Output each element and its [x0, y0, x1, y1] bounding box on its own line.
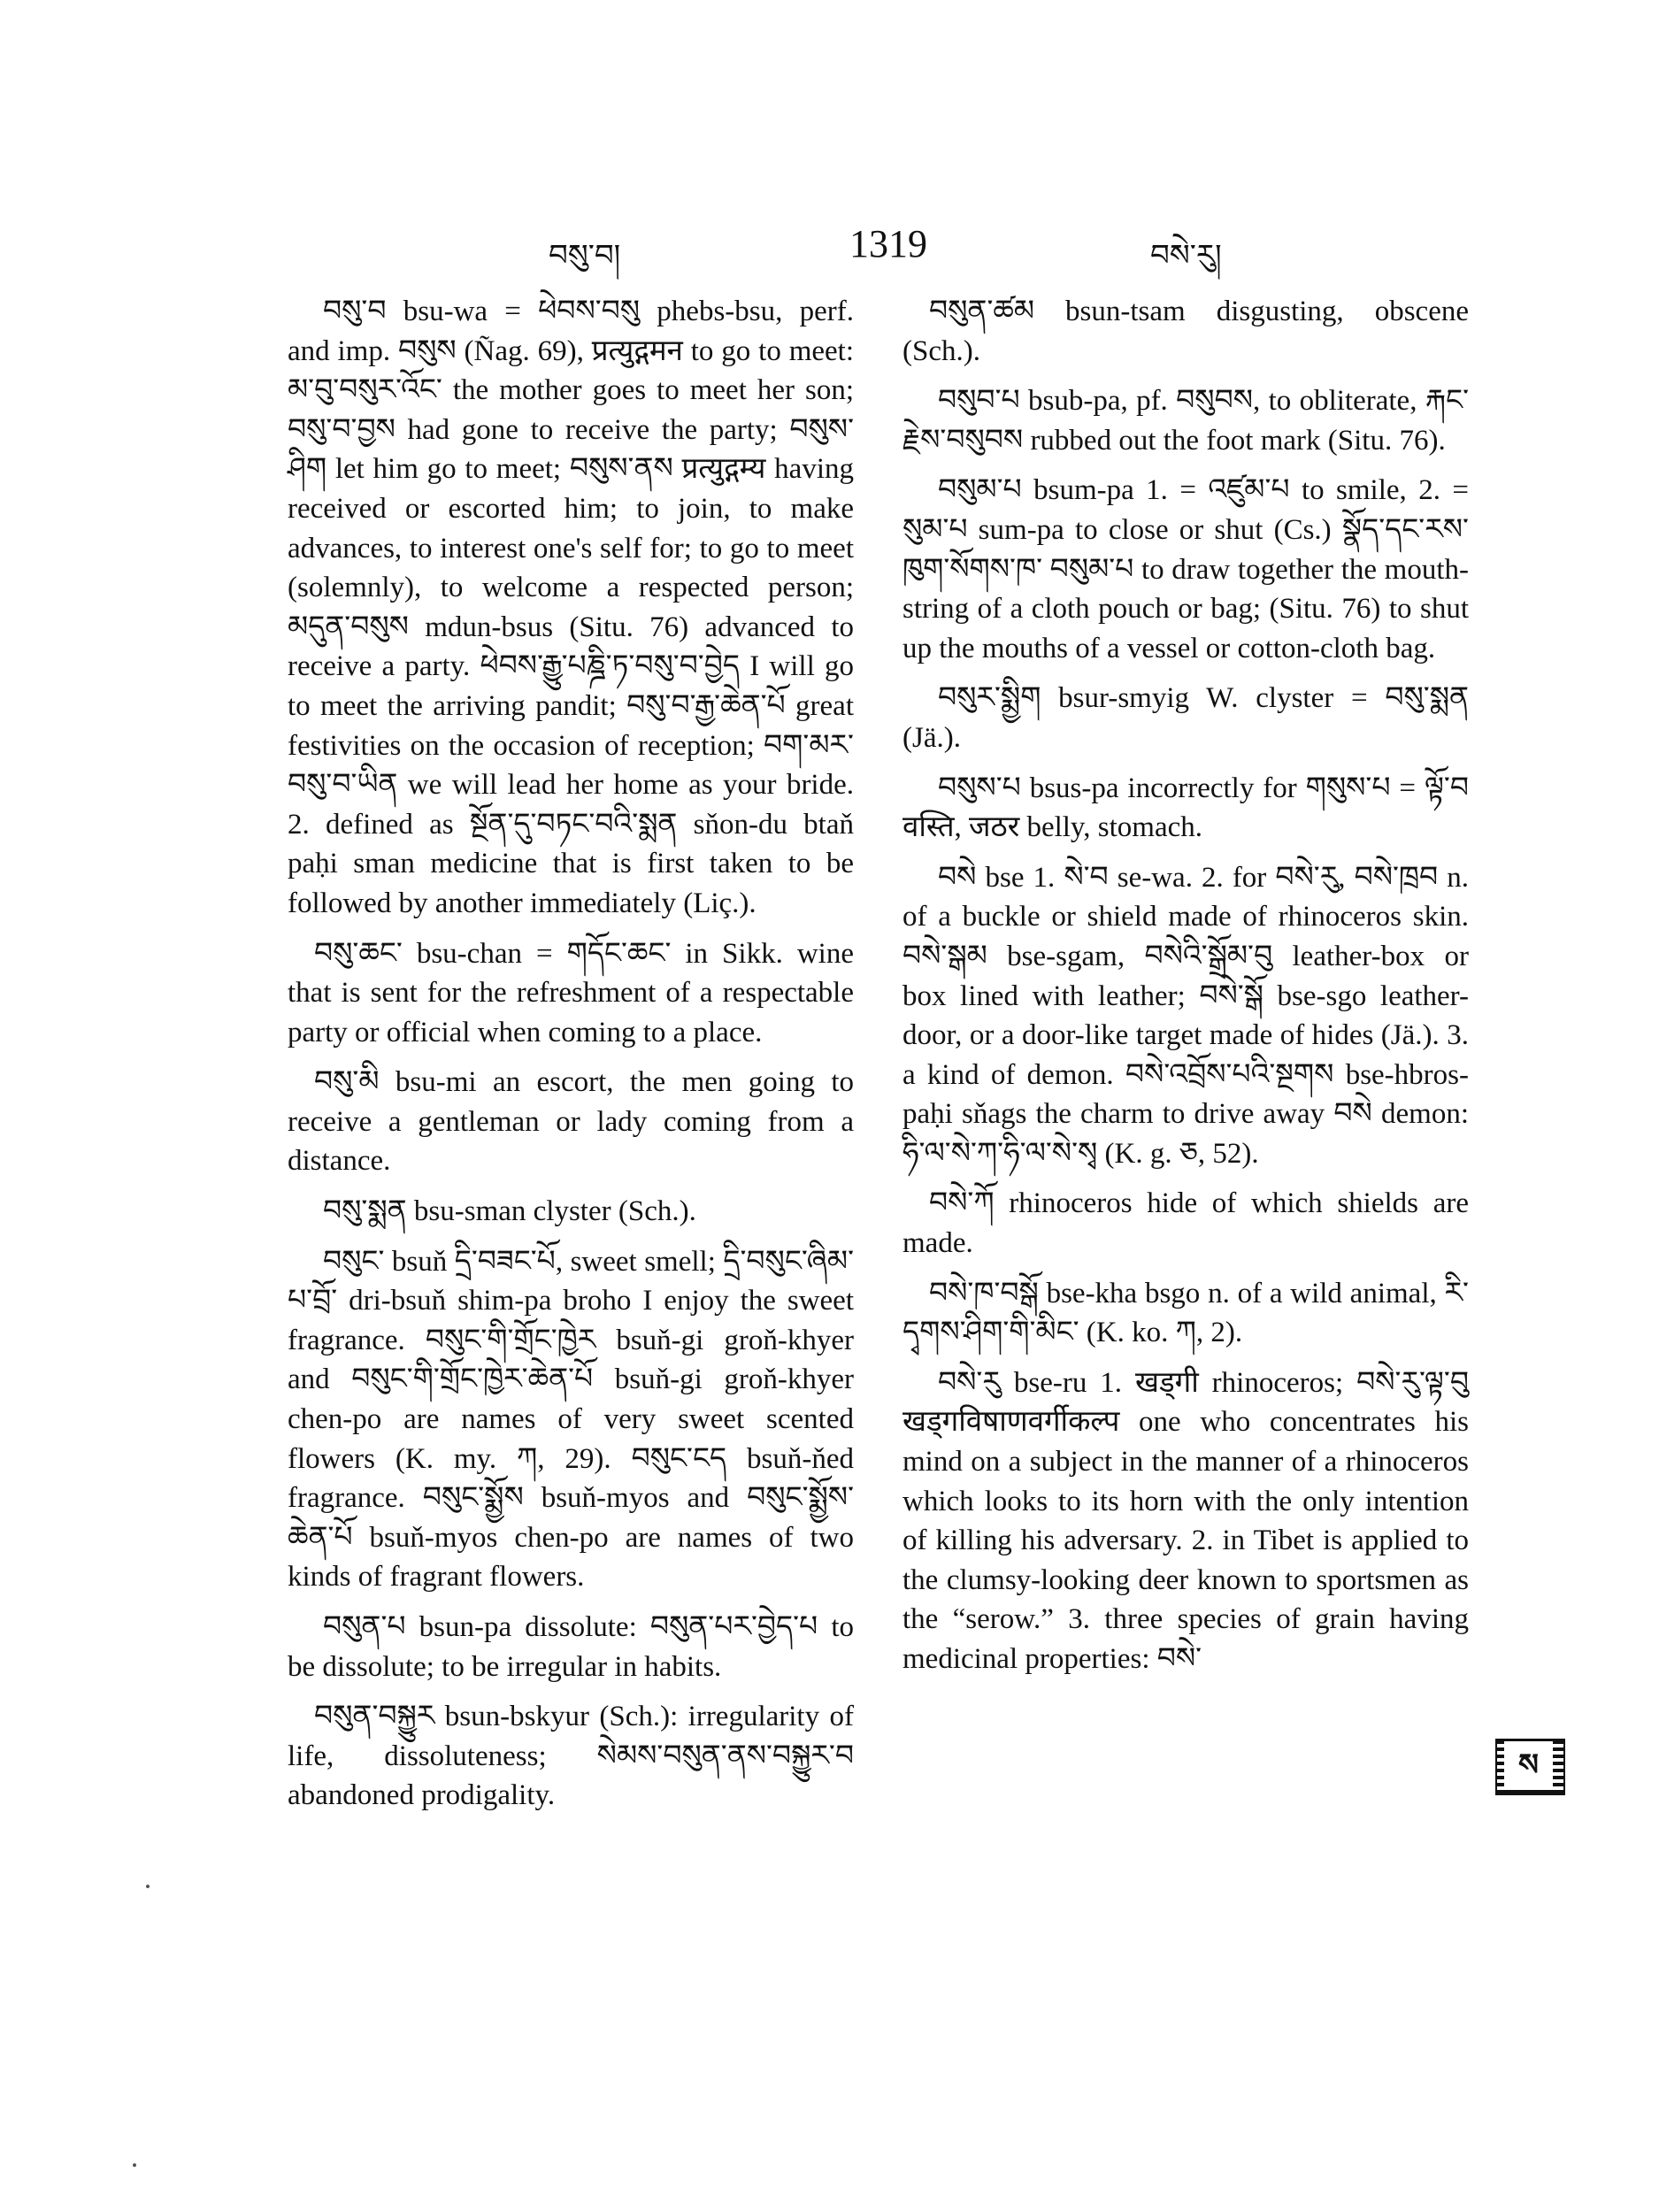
- entry-bsum-pa: བསུམ་པ bsum-pa 1. = འཛུམ་པ to smile, 2. = སུམ་པ sum-pa to close or shut (Cs.) སྣོད་དང་རས་ཁུག་སོགས་ཁ་ བསུམ་པ to draw together the mouth-string of a cloth pouch or bag; (Situ. 76) to shut up the mouths of a vessel or cotton-cloth bag.: [902, 474, 1469, 664]
- entry-bsub-pa: བསུབ་པ bsub-pa, pf. བསུབས, to obliterate, རྐང་རྗེས་བསུབས rubbed out the foot mark (Situ. 76).: [902, 385, 1469, 457]
- left-column: [288, 292, 854, 1826]
- entry-bse-ru: བསེ་རུ bse-ru 1. खड्गी rhinoceros; བསེ་རུ་ལྟ་བུ खड्गविषाणवर्गीकल्प one who concentrates his mind on a subject in the manner of a rhinoceros which looks to its horn with the only intention of killing his adversary. 2. in Tibet is applied to the clumsy-looking deer known to sportsmen as the “serow.” 3. three species of grain having medicinal properties: བསེ་: [902, 1366, 1469, 1675]
- entry-bse: བསེ bse 1. སེ་བ se-wa. 2. for བསེ་རུ, བསེ་ཁྲབ n. of a buckle or shield made of rhinoceros skin. བསེ་སྒམ bse-sgam, བསེའི་སྒྲོམ་བུ leather-box or box lined with leather; བསེ་སྒོ bse-sgo leather-door, or a door-like target made of hides (Jä.). 3. a kind of demon. བསེ་འབྲོས་པའི་སྔགས bse-hbros-paḥi sňags the charm to drive away བསེ demon: ཧི་ལ་སེ་ཀ་ཧི་ལ་སེ་སྭ (K. g. ཅ, 52).: [902, 861, 1469, 1170]
- entry-bse-kha-bsgo: བསེ་ཁ་བསྒོ bse-kha bsgo n. of a wild animal, རི་དྭགས་ཤིག་གི་མིང་ (K. ko. ཀ, 2).: [902, 1277, 1469, 1349]
- entry-bsu-sman: བསུ་སྨན bsu-sman clyster (Sch.).: [323, 1195, 696, 1228]
- entry-bsu-chan: བསུ་ཆང་ bsu-chan = གདོང་ཆང་ in Sikk. wine that is sent for the refreshment of a respectable party or official when coming to a place.: [288, 937, 854, 1048]
- header-left-guideword: བསུ་བ།: [549, 238, 621, 273]
- entry-bsu-wa: བསུ་བ bsu-wa = ཕེབས་བསུ phebs-bsu, perf. and imp. བསུས (Ñag. 69), प्रत्युद्गमन to go to meet: མ་བུ་བསུར་འོང་ the mother goes to meet her son; བསུ་བ་བྱས had gone to receive the party; བསུས་ཤིག let him go to meet; བསུས་ནས प्रत्युद्गम्य having received or escorted him; to join, to make advances, to interest one's self for; to go to meet (solemnly), to welcome a respected person; མདུན་བསུས mdun-bsus (Situ. 76) advanced to receive a party. ཕེབས་རྒྱུ་པཎྜི་ཏ་བསུ་བ་བྱེད I will go to meet the arriving pandit; བསུ་བ་རྒྱ་ཆེན་པོ great festivities on the occasion of reception; བག་མར་བསུ་བ་ཡིན we will lead her home as your bride. 2. defined as སྔོན་དུ་བཏང་བའི་སྨན sňon-du btaň paḥi sman medicine that is first taken to be followed by another immediately (Liç.).: [288, 296, 854, 919]
- right-column: [902, 292, 1469, 1690]
- thumb-index-letter: ས: [1504, 1741, 1553, 1789]
- entry-bsu-mi: བསུ་མི bsu-mi an escort, the men going to receive a gentleman or lady coming from a distance.: [288, 1066, 854, 1178]
- paper-speck: [133, 2163, 136, 2167]
- entry-bse-ko: བསེ་ཀོ rhinoceros hide of which shields are made.: [902, 1187, 1469, 1260]
- header-right-guideword: བསེ་རུ།: [1150, 238, 1222, 273]
- entry-bsun-tsam: བསུན་ཚམ bsun-tsam disgusting, obscene (Sch.).: [902, 296, 1469, 367]
- page-header: [292, 221, 1442, 274]
- entry-bsun: བསུང་ bsuň དྲི་བཟང་པོ, sweet smell; དྲི་བསུང་ཞིམ་པ་བྲོ་ dri-bsuň shim-pa broho I enjoy the sweet fragrance. བསུང་གི་གྲོང་ཁྱེར bsuň-gi groň-khyer and བསུང་གི་གྲོང་ཁྱེར་ཆེན་པོ bsuň-gi groň-khyer chen-po are names of very sweet scented flowers (K. my. ཀ, 29). བསུང་ངད bsuň-ňed fragrance. བསུང་སྨྱོས bsuň-myos and བསུང་སྨྱོས་ཆེན་པོ bsuň-myos chen-po are names of two kinds of fragrant flowers.: [288, 1245, 854, 1594]
- entry-bsus-pa: བསུས་པ bsus-pa incorrectly for གསུས་པ = ལྟོ་བ वस्ति, जठर belly, stomach.: [902, 772, 1469, 844]
- paper-speck: [146, 1885, 150, 1888]
- entry-bsun-pa: བསུན་པ bsun-pa dissolute: བསུན་པར་བྱེད་པ to be dissolute; to be irregular in habits.: [288, 1611, 854, 1683]
- page-number: 1319: [849, 222, 927, 265]
- entry-bsur-smyig: བསུར་སྨྱིག bsur-smyig W. clyster = བསུ་སྨན (Jä.).: [902, 682, 1469, 754]
- entry-bsun-bskyur: བསུན་བསྐྱུར bsun-bskyur (Sch.): irregularity of life, dissoluteness; སེམས་བསུན་ནས་བསྐྱུར་བ abandoned prodigality.: [288, 1701, 854, 1812]
